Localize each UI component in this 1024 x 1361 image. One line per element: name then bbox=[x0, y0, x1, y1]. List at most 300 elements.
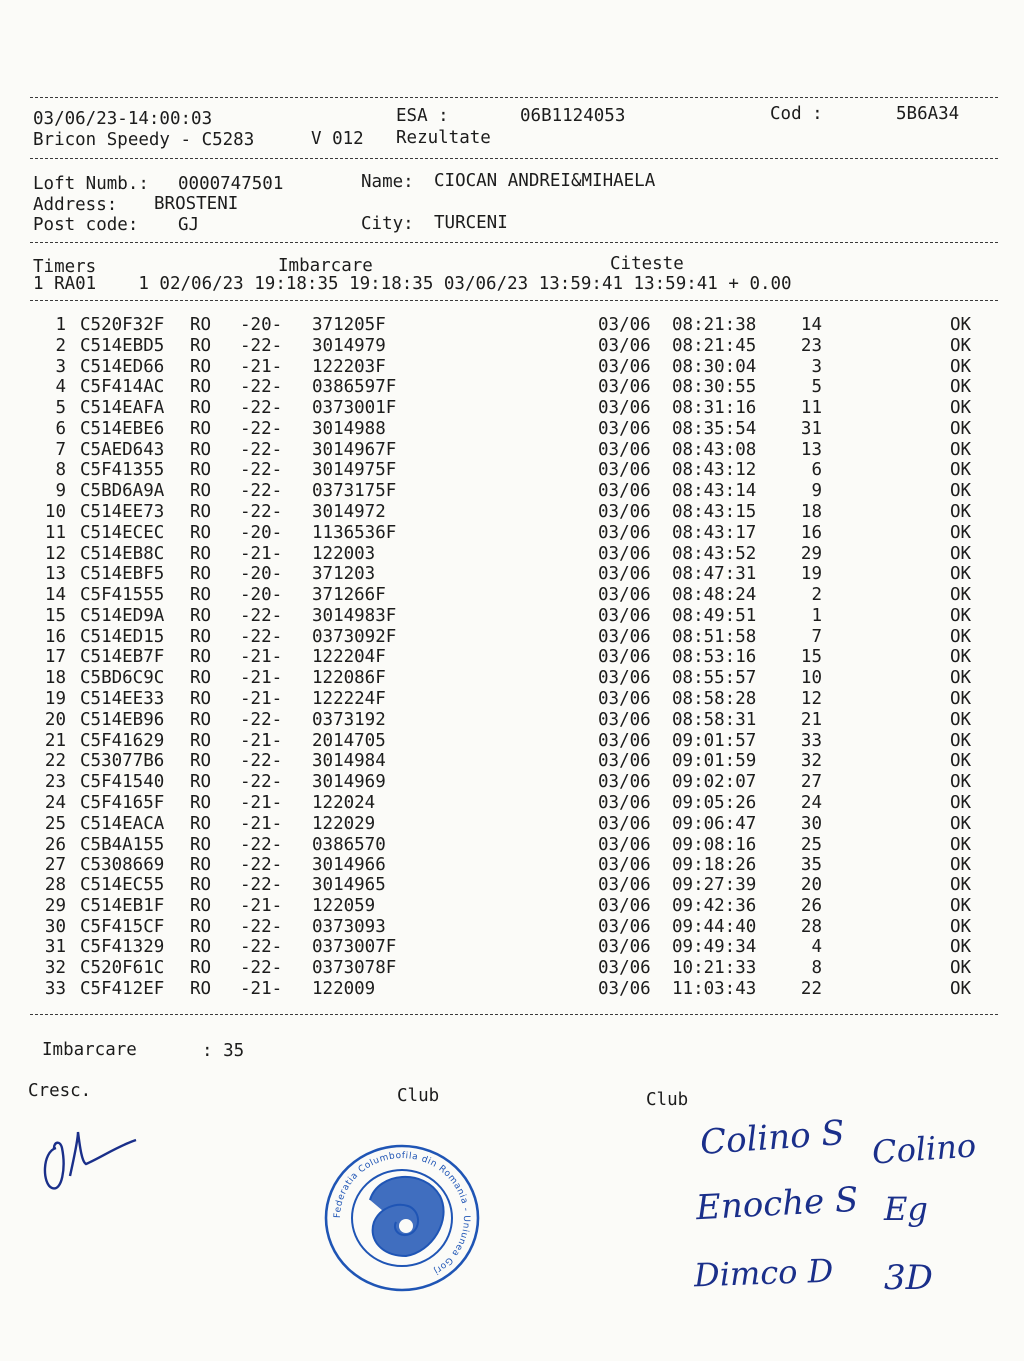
row-number: 20 bbox=[44, 709, 66, 730]
arrival-date: 03/06 bbox=[598, 875, 651, 896]
ring-code: C514EAFA bbox=[80, 398, 165, 419]
ring-code: C520F32F bbox=[80, 315, 165, 335]
position: 3 bbox=[811, 356, 822, 377]
name-value: CIOCAN ANDREI&MIHAELA bbox=[434, 171, 656, 191]
country-code: RO bbox=[190, 522, 212, 543]
arrival-time: 09:27:39 bbox=[672, 875, 757, 896]
ring-year: -21- bbox=[240, 356, 283, 377]
club-label-1: Club bbox=[397, 1086, 440, 1106]
address-label: Address: bbox=[33, 195, 118, 215]
row-number: 31 bbox=[44, 937, 66, 958]
ring-code: C514EB1F bbox=[80, 895, 165, 916]
ring-code: C514EACA bbox=[80, 813, 165, 834]
position: 16 bbox=[800, 522, 822, 543]
position: 27 bbox=[800, 772, 822, 793]
ring-year: -20- bbox=[240, 315, 283, 335]
status-ok: OK bbox=[950, 418, 972, 439]
stamp-text: Federatia Columbofila din Romania - Uniunea Gorj bbox=[332, 1150, 472, 1277]
ring-code: C5BD6A9A bbox=[80, 481, 165, 502]
ring-year: -22- bbox=[240, 916, 283, 937]
address-value: BROSTENI bbox=[154, 194, 239, 214]
status-ok: OK bbox=[950, 689, 972, 710]
arrival-date: 03/06 bbox=[598, 315, 651, 335]
ring-year: -22- bbox=[240, 626, 283, 647]
ring-year: -22- bbox=[240, 502, 283, 523]
table-row bbox=[0, 835, 1024, 856]
ring-code: C5F412EF bbox=[80, 978, 165, 999]
row-number: 19 bbox=[44, 689, 66, 710]
arrival-time: 08:35:54 bbox=[672, 418, 757, 439]
ring-year: -21- bbox=[240, 813, 283, 834]
position: 13 bbox=[800, 439, 822, 460]
arrival-date: 03/06 bbox=[598, 605, 651, 626]
row-number: 16 bbox=[44, 626, 66, 647]
row-number: 27 bbox=[44, 855, 66, 876]
country-code: RO bbox=[190, 585, 212, 606]
race-name: Bricon Speedy - C5283 bbox=[33, 130, 255, 150]
ring-year: -21- bbox=[240, 978, 283, 999]
ring-serial: 3014983F bbox=[312, 605, 397, 626]
arrival-date: 03/06 bbox=[598, 626, 651, 647]
ring-code: C5F4165F bbox=[80, 792, 165, 813]
position: 25 bbox=[800, 834, 822, 855]
club-signature-3-name: Dimco D bbox=[693, 1251, 834, 1295]
position: 35 bbox=[800, 855, 822, 876]
arrival-date: 03/06 bbox=[598, 502, 651, 523]
table-row bbox=[0, 958, 1024, 979]
arrival-date: 03/06 bbox=[598, 855, 651, 876]
version: V 012 bbox=[311, 129, 364, 149]
ring-serial: 3014988 bbox=[312, 418, 386, 439]
row-number: 12 bbox=[44, 543, 66, 564]
club-label-2: Club bbox=[646, 1090, 689, 1110]
country-code: RO bbox=[190, 605, 212, 626]
arrival-date: 03/06 bbox=[598, 418, 651, 439]
arrival-date: 03/06 bbox=[598, 522, 651, 543]
ring-year: -21- bbox=[240, 689, 283, 710]
position: 23 bbox=[800, 335, 822, 356]
table-row bbox=[0, 502, 1024, 523]
ring-serial: 122059 bbox=[312, 895, 376, 916]
ring-year: -20- bbox=[240, 522, 283, 543]
club-signature-1-mark: Colino bbox=[870, 1126, 978, 1172]
ring-year: -22- bbox=[240, 772, 283, 793]
status-ok: OK bbox=[950, 792, 972, 813]
ring-year: -22- bbox=[240, 398, 283, 419]
country-code: RO bbox=[190, 730, 212, 751]
country-code: RO bbox=[190, 377, 212, 398]
ring-serial: 371266F bbox=[312, 585, 386, 606]
ring-serial: 371205F bbox=[312, 315, 386, 335]
loft-value: 0000747501 bbox=[178, 174, 284, 194]
country-code: RO bbox=[190, 813, 212, 834]
country-code: RO bbox=[190, 875, 212, 896]
arrival-time: 08:43:14 bbox=[672, 481, 757, 502]
arrival-time: 08:30:55 bbox=[672, 377, 757, 398]
arrival-time: 08:58:31 bbox=[672, 709, 757, 730]
arrival-date: 03/06 bbox=[598, 356, 651, 377]
arrival-date: 03/06 bbox=[598, 689, 651, 710]
position: 1 bbox=[811, 605, 822, 626]
arrival-date: 03/06 bbox=[598, 647, 651, 668]
status-ok: OK bbox=[950, 585, 972, 606]
status-ok: OK bbox=[950, 668, 972, 689]
row-number: 2 bbox=[55, 335, 66, 356]
ring-serial: 1136536F bbox=[312, 522, 397, 543]
ring-serial: 3014966 bbox=[312, 855, 386, 876]
timer-line: 1 RA01 1 02/06/23 19:18:35 19:18:35 03/06/23 13:59:41 13:59:41 + 0.00 bbox=[33, 274, 792, 294]
table-row bbox=[0, 979, 1024, 1000]
position: 31 bbox=[800, 418, 822, 439]
country-code: RO bbox=[190, 356, 212, 377]
row-number: 24 bbox=[44, 792, 66, 813]
citeste-header: Citeste bbox=[610, 254, 684, 274]
position: 10 bbox=[800, 668, 822, 689]
row-number: 23 bbox=[44, 772, 66, 793]
table-row bbox=[0, 751, 1024, 772]
table-row bbox=[0, 896, 1024, 917]
ring-code: C514EC55 bbox=[80, 875, 165, 896]
arrival-date: 03/06 bbox=[598, 439, 651, 460]
ring-serial: 0373093 bbox=[312, 916, 386, 937]
row-number: 4 bbox=[55, 377, 66, 398]
row-number: 8 bbox=[55, 460, 66, 481]
status-ok: OK bbox=[950, 958, 972, 979]
status-ok: OK bbox=[950, 813, 972, 834]
row-number: 14 bbox=[44, 585, 66, 606]
ring-year: -21- bbox=[240, 792, 283, 813]
position: 20 bbox=[800, 875, 822, 896]
ring-serial: 3014979 bbox=[312, 335, 386, 356]
ring-code: C514EB8C bbox=[80, 543, 165, 564]
ring-year: -20- bbox=[240, 564, 283, 585]
ring-serial: 3014967F bbox=[312, 439, 397, 460]
table-row bbox=[0, 647, 1024, 668]
breeder-signature bbox=[38, 1118, 148, 1198]
ring-serial: 0373175F bbox=[312, 481, 397, 502]
row-number: 18 bbox=[44, 668, 66, 689]
status-ok: OK bbox=[950, 937, 972, 958]
country-code: RO bbox=[190, 958, 212, 979]
position: 7 bbox=[811, 626, 822, 647]
status-ok: OK bbox=[950, 315, 972, 335]
arrival-date: 03/06 bbox=[598, 937, 651, 958]
table-row bbox=[0, 357, 1024, 378]
row-number: 1 bbox=[55, 315, 66, 335]
arrival-time: 09:08:16 bbox=[672, 834, 757, 855]
arrival-date: 03/06 bbox=[598, 543, 651, 564]
ring-serial: 3014975F bbox=[312, 460, 397, 481]
ring-year: -22- bbox=[240, 605, 283, 626]
row-number: 5 bbox=[55, 398, 66, 419]
ring-year: -22- bbox=[240, 335, 283, 356]
status-ok: OK bbox=[950, 626, 972, 647]
ring-code: C53077B6 bbox=[80, 751, 165, 772]
ring-code: C514EB7F bbox=[80, 647, 165, 668]
row-number: 17 bbox=[44, 647, 66, 668]
ring-year: -22- bbox=[240, 377, 283, 398]
arrival-date: 03/06 bbox=[598, 564, 651, 585]
arrival-time: 10:21:33 bbox=[672, 958, 757, 979]
ring-year: -21- bbox=[240, 895, 283, 916]
status-ok: OK bbox=[950, 834, 972, 855]
arrival-date: 03/06 bbox=[598, 792, 651, 813]
arrival-time: 08:43:17 bbox=[672, 522, 757, 543]
country-code: RO bbox=[190, 335, 212, 356]
table-row bbox=[0, 398, 1024, 419]
position: 26 bbox=[800, 895, 822, 916]
country-code: RO bbox=[190, 689, 212, 710]
country-code: RO bbox=[190, 481, 212, 502]
position: 14 bbox=[800, 315, 822, 335]
ring-year: -22- bbox=[240, 709, 283, 730]
arrival-time: 08:55:57 bbox=[672, 668, 757, 689]
position: 22 bbox=[800, 978, 822, 999]
row-number: 33 bbox=[44, 978, 66, 999]
status-ok: OK bbox=[950, 356, 972, 377]
arrival-date: 03/06 bbox=[598, 730, 651, 751]
status-ok: OK bbox=[950, 875, 972, 896]
cod-value: 5B6A34 bbox=[896, 104, 960, 124]
table-row bbox=[0, 937, 1024, 958]
arrival-date: 03/06 bbox=[598, 978, 651, 999]
ring-year: -22- bbox=[240, 481, 283, 502]
table-row bbox=[0, 917, 1024, 938]
arrival-time: 09:44:40 bbox=[672, 916, 757, 937]
table-row bbox=[0, 668, 1024, 689]
position: 18 bbox=[800, 502, 822, 523]
ring-code: C5AED643 bbox=[80, 439, 165, 460]
arrival-time: 08:31:16 bbox=[672, 398, 757, 419]
arrival-time: 09:01:57 bbox=[672, 730, 757, 751]
esa-value: 06B1124053 bbox=[520, 106, 626, 126]
position: 12 bbox=[800, 689, 822, 710]
ring-code: C514EE33 bbox=[80, 689, 165, 710]
ring-serial: 122003 bbox=[312, 543, 376, 564]
position: 15 bbox=[800, 647, 822, 668]
arrival-time: 08:21:38 bbox=[672, 315, 757, 335]
separator-top bbox=[30, 97, 998, 98]
mode-label: Rezultate bbox=[396, 128, 491, 148]
position: 11 bbox=[800, 398, 822, 419]
arrival-time: 08:43:15 bbox=[672, 502, 757, 523]
country-code: RO bbox=[190, 418, 212, 439]
imbarcare-header: Imbarcare bbox=[278, 256, 373, 276]
country-code: RO bbox=[190, 398, 212, 419]
arrival-date: 03/06 bbox=[598, 813, 651, 834]
table-row bbox=[0, 689, 1024, 710]
ring-code: C5B4A155 bbox=[80, 834, 165, 855]
country-code: RO bbox=[190, 460, 212, 481]
ring-serial: 122009 bbox=[312, 978, 376, 999]
position: 24 bbox=[800, 792, 822, 813]
status-ok: OK bbox=[950, 709, 972, 730]
country-code: RO bbox=[190, 772, 212, 793]
ring-code: C5F41540 bbox=[80, 772, 165, 793]
arrival-time: 08:53:16 bbox=[672, 647, 757, 668]
row-number: 13 bbox=[44, 564, 66, 585]
loft-label: Loft Numb.: bbox=[33, 174, 149, 194]
ring-serial: 122029 bbox=[312, 813, 376, 834]
row-number: 9 bbox=[55, 481, 66, 502]
ring-serial: 3014965 bbox=[312, 875, 386, 896]
arrival-date: 03/06 bbox=[598, 668, 651, 689]
arrival-date: 03/06 bbox=[598, 895, 651, 916]
country-code: RO bbox=[190, 668, 212, 689]
ring-code: C514ECEC bbox=[80, 522, 165, 543]
arrival-time: 08:30:04 bbox=[672, 356, 757, 377]
cod-label: Cod : bbox=[770, 104, 823, 124]
table-row bbox=[0, 460, 1024, 481]
status-ok: OK bbox=[950, 502, 972, 523]
table-row bbox=[0, 336, 1024, 357]
arrival-date: 03/06 bbox=[598, 481, 651, 502]
status-ok: OK bbox=[950, 772, 972, 793]
arrival-time: 08:51:58 bbox=[672, 626, 757, 647]
row-number: 32 bbox=[44, 958, 66, 979]
ring-year: -22- bbox=[240, 751, 283, 772]
row-number: 6 bbox=[55, 418, 66, 439]
table-row bbox=[0, 875, 1024, 896]
status-ok: OK bbox=[950, 439, 972, 460]
ring-code: C514EBD5 bbox=[80, 335, 165, 356]
table-row bbox=[0, 606, 1024, 627]
ring-code: C5F41355 bbox=[80, 460, 165, 481]
arrival-date: 03/06 bbox=[598, 958, 651, 979]
status-ok: OK bbox=[950, 855, 972, 876]
table-row bbox=[0, 377, 1024, 398]
arrival-date: 03/06 bbox=[598, 916, 651, 937]
ring-serial: 2014705 bbox=[312, 730, 386, 751]
country-code: RO bbox=[190, 439, 212, 460]
row-number: 21 bbox=[44, 730, 66, 751]
arrival-date: 03/06 bbox=[598, 377, 651, 398]
country-code: RO bbox=[190, 647, 212, 668]
row-number: 25 bbox=[44, 813, 66, 834]
arrival-time: 11:03:43 bbox=[672, 978, 757, 999]
row-number: 28 bbox=[44, 875, 66, 896]
status-ok: OK bbox=[950, 398, 972, 419]
table-row bbox=[0, 855, 1024, 876]
ring-year: -22- bbox=[240, 875, 283, 896]
ring-year: -22- bbox=[240, 460, 283, 481]
ring-code: C514EBF5 bbox=[80, 564, 165, 585]
row-number: 30 bbox=[44, 916, 66, 937]
ring-serial: 122086F bbox=[312, 668, 386, 689]
club-signature-2-mark: Eg bbox=[884, 1190, 928, 1228]
country-code: RO bbox=[190, 751, 212, 772]
print-datetime: 03/06/23-14:00:03 bbox=[33, 109, 213, 129]
position: 5 bbox=[811, 377, 822, 398]
ring-serial: 0386570 bbox=[312, 834, 386, 855]
ring-serial: 0373192 bbox=[312, 709, 386, 730]
ring-year: -22- bbox=[240, 855, 283, 876]
table-row bbox=[0, 731, 1024, 752]
ring-serial: 0373007F bbox=[312, 937, 397, 958]
ring-code: C514EB96 bbox=[80, 709, 165, 730]
ring-code: C514ED9A bbox=[80, 605, 165, 626]
ring-serial: 122024 bbox=[312, 792, 376, 813]
row-number: 22 bbox=[44, 751, 66, 772]
arrival-time: 08:47:31 bbox=[672, 564, 757, 585]
ring-code: C514EE73 bbox=[80, 502, 165, 523]
arrival-time: 09:42:36 bbox=[672, 895, 757, 916]
position: 30 bbox=[800, 813, 822, 834]
country-code: RO bbox=[190, 315, 212, 335]
ring-code: C514ED66 bbox=[80, 356, 165, 377]
table-row bbox=[0, 814, 1024, 835]
ring-code: C520F61C bbox=[80, 958, 165, 979]
ring-serial: 0373092F bbox=[312, 626, 397, 647]
ring-year: -21- bbox=[240, 543, 283, 564]
status-ok: OK bbox=[950, 978, 972, 999]
ring-code: C5308669 bbox=[80, 855, 165, 876]
row-number: 15 bbox=[44, 605, 66, 626]
club-signature-1-name: Colino S bbox=[698, 1113, 846, 1163]
ring-code: C5F414AC bbox=[80, 377, 165, 398]
ring-year: -20- bbox=[240, 585, 283, 606]
status-ok: OK bbox=[950, 481, 972, 502]
position: 29 bbox=[800, 543, 822, 564]
arrival-time: 08:43:12 bbox=[672, 460, 757, 481]
table-row bbox=[0, 772, 1024, 793]
table-row bbox=[0, 523, 1024, 544]
status-ok: OK bbox=[950, 564, 972, 585]
esa-label: ESA : bbox=[396, 106, 449, 126]
table-row bbox=[0, 710, 1024, 731]
position: 33 bbox=[800, 730, 822, 751]
ring-year: -22- bbox=[240, 937, 283, 958]
country-code: RO bbox=[190, 626, 212, 647]
ring-year: -21- bbox=[240, 668, 283, 689]
arrival-date: 03/06 bbox=[598, 709, 651, 730]
cresc-label: Cresc. bbox=[28, 1081, 92, 1101]
arrival-time: 08:49:51 bbox=[672, 605, 757, 626]
imbarcare-total-value: : 35 bbox=[202, 1041, 245, 1061]
separator-timers bbox=[30, 300, 998, 301]
ring-year: -21- bbox=[240, 730, 283, 751]
status-ok: OK bbox=[950, 377, 972, 398]
arrival-date: 03/06 bbox=[598, 398, 651, 419]
club-signature-3-mark: 3D bbox=[884, 1258, 933, 1298]
ring-year: -22- bbox=[240, 958, 283, 979]
row-number: 7 bbox=[55, 439, 66, 460]
separator-fancier bbox=[30, 242, 998, 243]
imbarcare-total-label: Imbarcare bbox=[42, 1040, 137, 1060]
arrival-time: 08:58:28 bbox=[672, 689, 757, 710]
table-row bbox=[0, 627, 1024, 648]
position: 4 bbox=[811, 937, 822, 958]
status-ok: OK bbox=[950, 895, 972, 916]
ring-year: -22- bbox=[240, 439, 283, 460]
arrival-time: 08:43:52 bbox=[672, 543, 757, 564]
row-number: 11 bbox=[44, 522, 66, 543]
arrival-date: 03/06 bbox=[598, 834, 651, 855]
position: 9 bbox=[811, 481, 822, 502]
arrival-time: 09:06:47 bbox=[672, 813, 757, 834]
ring-year: -22- bbox=[240, 418, 283, 439]
arrival-time: 08:43:08 bbox=[672, 439, 757, 460]
country-code: RO bbox=[190, 834, 212, 855]
timers-label: Timers bbox=[33, 257, 97, 277]
country-code: RO bbox=[190, 916, 212, 937]
country-code: RO bbox=[190, 855, 212, 876]
status-ok: OK bbox=[950, 522, 972, 543]
row-number: 29 bbox=[44, 895, 66, 916]
ring-serial: 0386597F bbox=[312, 377, 397, 398]
ring-code: C5F41329 bbox=[80, 937, 165, 958]
table-row bbox=[0, 793, 1024, 814]
